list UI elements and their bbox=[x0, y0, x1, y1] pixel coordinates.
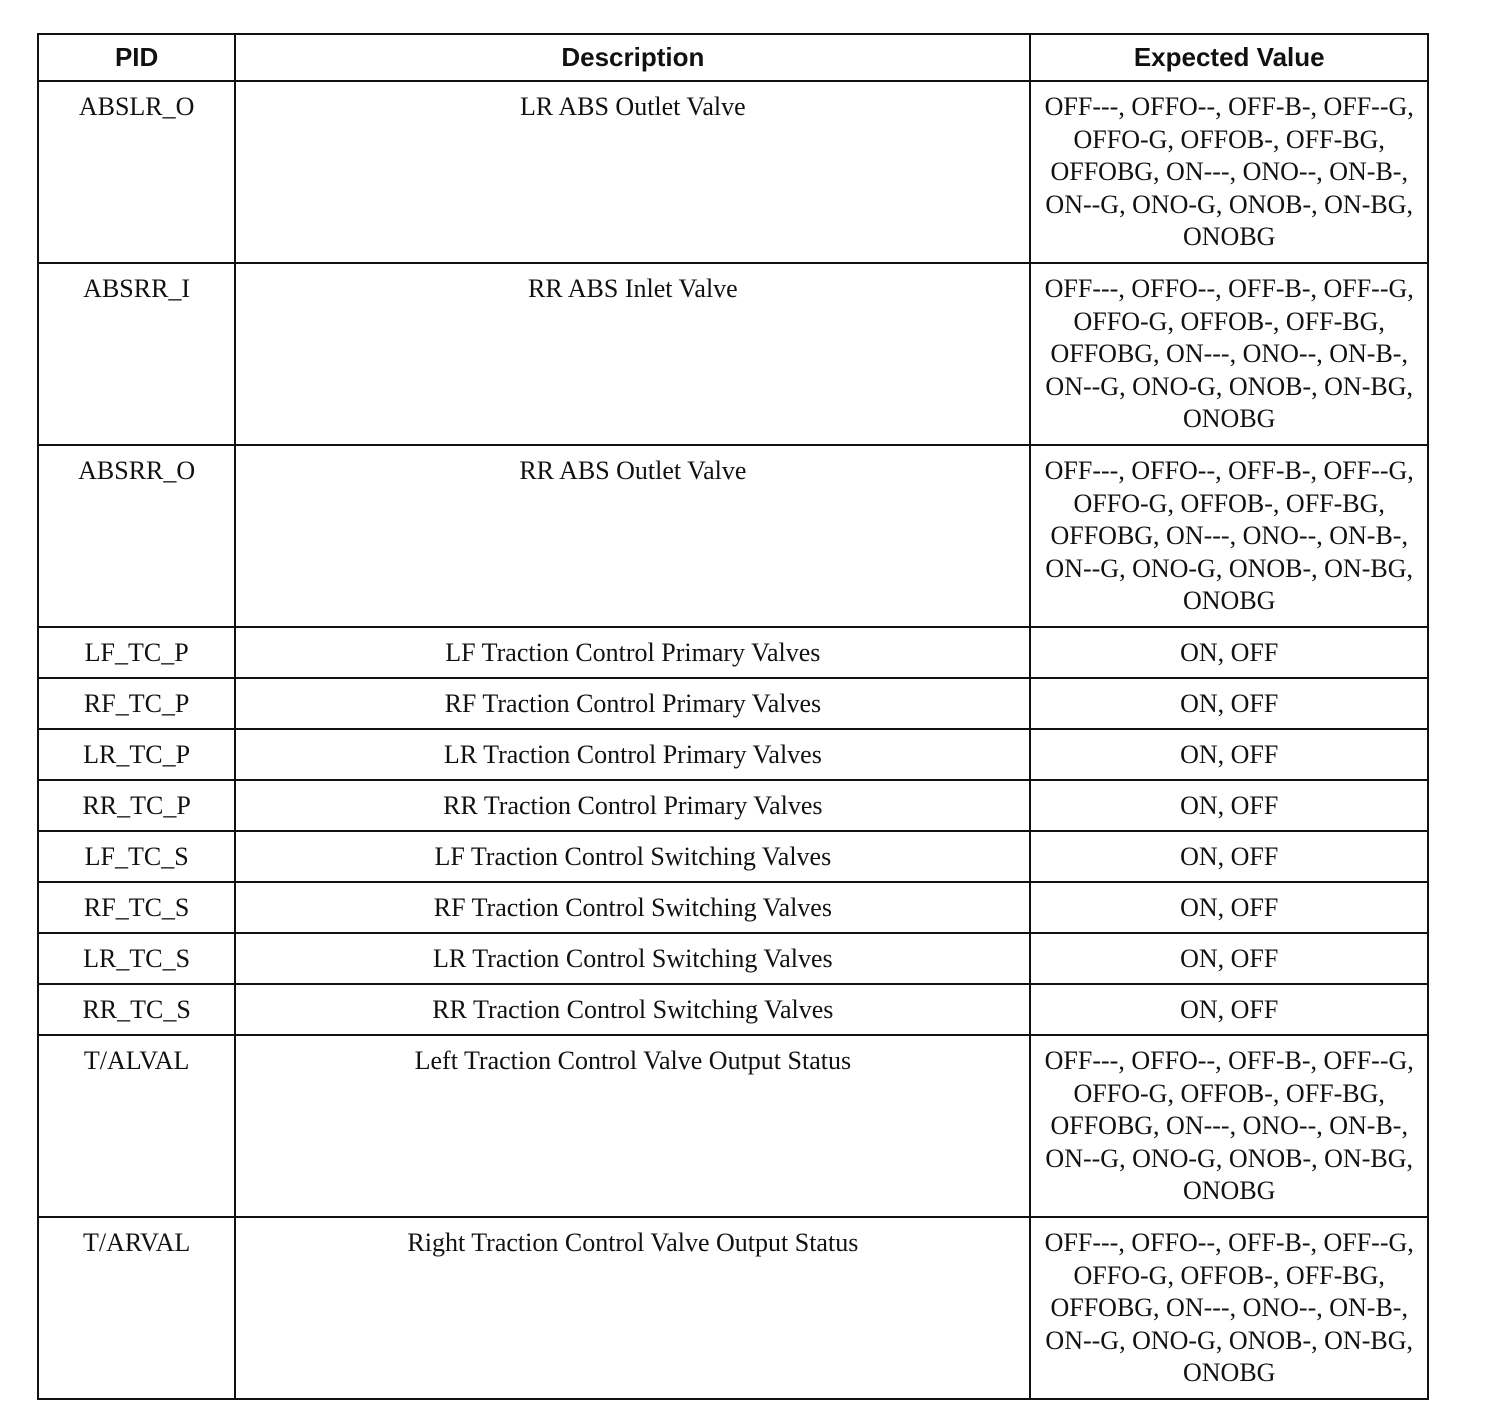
pid-cell: LF_TC_P bbox=[38, 627, 235, 678]
description-cell: LR ABS Outlet Valve bbox=[235, 81, 1030, 263]
description-cell: Left Traction Control Valve Output Status bbox=[235, 1035, 1030, 1217]
description-cell: RF Traction Control Primary Valves bbox=[235, 678, 1030, 729]
expected-value-cell: ON, OFF bbox=[1030, 780, 1428, 831]
expected-value-cell: ON, OFF bbox=[1030, 933, 1428, 984]
expected-value-cell: ON, OFF bbox=[1030, 882, 1428, 933]
header-pid: PID bbox=[38, 34, 235, 81]
description-cell: RR ABS Inlet Valve bbox=[235, 263, 1030, 445]
pid-cell: RR_TC_P bbox=[38, 780, 235, 831]
pid-cell: ABSRR_O bbox=[38, 445, 235, 627]
expected-value-cell: ON, OFF bbox=[1030, 984, 1428, 1035]
expected-value-cell: ON, OFF bbox=[1030, 627, 1428, 678]
description-cell: RF Traction Control Switching Valves bbox=[235, 882, 1030, 933]
header-expected-value: Expected Value bbox=[1030, 34, 1428, 81]
table-row bbox=[38, 1035, 1428, 1217]
table-header-row bbox=[38, 34, 1428, 81]
expected-value-cell: OFF---, OFFO--, OFF-B-, OFF--G, OFFO-G, OFFOB-, OFF-BG, OFFOBG, ON---, ONO--, ON-B-, ON--G, ONO-G, ONOB-, ON-BG, ONOBG bbox=[1030, 445, 1428, 627]
description-cell: LR Traction Control Switching Valves bbox=[235, 933, 1030, 984]
description-cell: RR ABS Outlet Valve bbox=[235, 445, 1030, 627]
table-row bbox=[38, 831, 1428, 882]
table-row bbox=[38, 627, 1428, 678]
table-row bbox=[38, 263, 1428, 445]
pid-cell: T/ARVAL bbox=[38, 1217, 235, 1399]
pid-cell: RR_TC_S bbox=[38, 984, 235, 1035]
table-row bbox=[38, 678, 1428, 729]
description-cell: Right Traction Control Valve Output Status bbox=[235, 1217, 1030, 1399]
expected-value-cell: OFF---, OFFO--, OFF-B-, OFF--G, OFFO-G, OFFOB-, OFF-BG, OFFOBG, ON---, ONO--, ON-B-, ON--G, ONO-G, ONOB-, ON-BG, ONOBG bbox=[1030, 263, 1428, 445]
pid-cell: LF_TC_S bbox=[38, 831, 235, 882]
expected-value-cell: ON, OFF bbox=[1030, 831, 1428, 882]
pid-cell: LR_TC_P bbox=[38, 729, 235, 780]
description-cell: RR Traction Control Switching Valves bbox=[235, 984, 1030, 1035]
description-cell: RR Traction Control Primary Valves bbox=[235, 780, 1030, 831]
pid-cell: ABSRR_I bbox=[38, 263, 235, 445]
table-row bbox=[38, 445, 1428, 627]
header-description: Description bbox=[235, 34, 1030, 81]
table-row bbox=[38, 933, 1428, 984]
table-row bbox=[38, 729, 1428, 780]
expected-value-cell: OFF---, OFFO--, OFF-B-, OFF--G, OFFO-G, OFFOB-, OFF-BG, OFFOBG, ON---, ONO--, ON-B-, ON--G, ONO-G, ONOB-, ON-BG, ONOBG bbox=[1030, 1035, 1428, 1217]
expected-value-cell: ON, OFF bbox=[1030, 678, 1428, 729]
pid-cell: RF_TC_P bbox=[38, 678, 235, 729]
table-row bbox=[38, 984, 1428, 1035]
pid-cell: T/ALVAL bbox=[38, 1035, 235, 1217]
table-row bbox=[38, 1217, 1428, 1399]
pid-cell: ABSLR_O bbox=[38, 81, 235, 263]
description-cell: LF Traction Control Switching Valves bbox=[235, 831, 1030, 882]
expected-value-cell: ON, OFF bbox=[1030, 729, 1428, 780]
table-row bbox=[38, 81, 1428, 263]
pid-cell: LR_TC_S bbox=[38, 933, 235, 984]
pid-cell: RF_TC_S bbox=[38, 882, 235, 933]
table-row bbox=[38, 780, 1428, 831]
expected-value-cell: OFF---, OFFO--, OFF-B-, OFF--G, OFFO-G, OFFOB-, OFF-BG, OFFOBG, ON---, ONO--, ON-B-, ON--G, ONO-G, ONOB-, ON-BG, ONOBG bbox=[1030, 81, 1428, 263]
description-cell: LR Traction Control Primary Valves bbox=[235, 729, 1030, 780]
table-row bbox=[38, 882, 1428, 933]
pid-table bbox=[37, 33, 1429, 1400]
description-cell: LF Traction Control Primary Valves bbox=[235, 627, 1030, 678]
expected-value-cell: OFF---, OFFO--, OFF-B-, OFF--G, OFFO-G, OFFOB-, OFF-BG, OFFOBG, ON---, ONO--, ON-B-, ON--G, ONO-G, ONOB-, ON-BG, ONOBG bbox=[1030, 1217, 1428, 1399]
